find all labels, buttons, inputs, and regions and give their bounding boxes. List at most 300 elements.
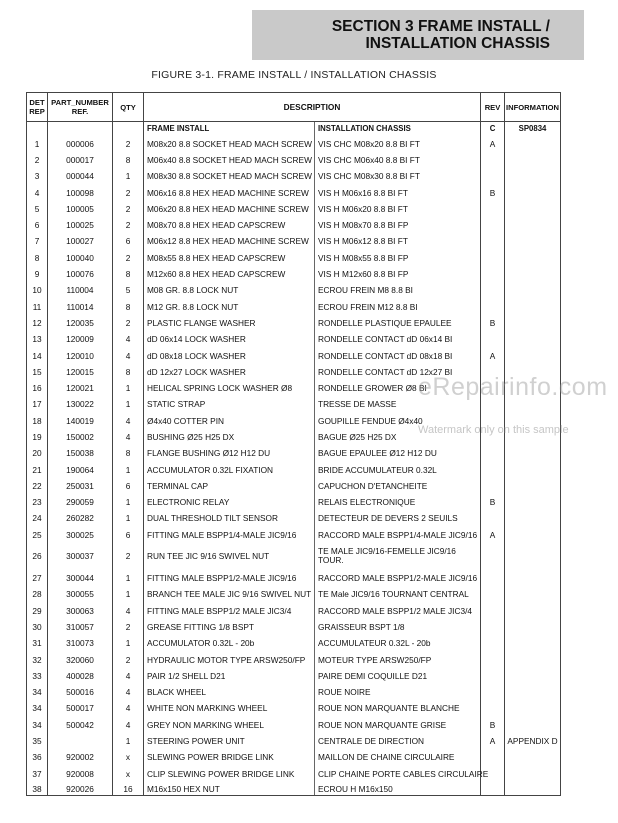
cell-desc-fr: VIS H M08x55 8.8 BI FP	[315, 250, 481, 266]
cell-rev: A	[481, 733, 505, 749]
header-rev: REV	[481, 93, 505, 122]
cell-det-rep: 30	[27, 619, 48, 635]
table-row	[27, 347, 561, 363]
cell-part-number: 300055	[48, 586, 113, 602]
cell-part-number: 150002	[48, 429, 113, 445]
cell-desc-en: WHITE NON MARKING WHEEL	[144, 700, 315, 716]
cell-desc-fr: MOTEUR TYPE ARSW250/FP	[315, 651, 481, 667]
cell-desc-fr: ECROU FREIN M8 8.8 BI	[315, 282, 481, 298]
cell-desc-en: TERMINAL CAP	[144, 478, 315, 494]
cell-part-number: 110014	[48, 298, 113, 314]
cell-qty: 1	[113, 494, 144, 510]
cell-desc-en: M08x70 8.8 HEX HEAD CAPSCREW	[144, 217, 315, 233]
cell-info	[505, 527, 561, 543]
table-row	[27, 570, 561, 586]
table-row	[27, 668, 561, 684]
cell-qty: x	[113, 765, 144, 781]
table-row	[27, 635, 561, 651]
cell-info	[505, 331, 561, 347]
cell-desc-en: M08x55 8.8 HEX HEAD CAPSCREW	[144, 250, 315, 266]
cell-desc-en: FITTING MALE BSPP1/2 MALE JIC3/4	[144, 603, 315, 619]
table-row	[27, 717, 561, 733]
cell-det-rep: 14	[27, 347, 48, 363]
table-row	[27, 733, 561, 749]
cell-det-rep: 32	[27, 651, 48, 667]
cell-part-number: 150038	[48, 445, 113, 461]
cell-info	[505, 478, 561, 494]
cell-desc-fr: VIS H M12x60 8.8 BI FP	[315, 266, 481, 282]
table-row	[27, 749, 561, 765]
cell-desc-fr: VIS H M08x70 8.8 BI FP	[315, 217, 481, 233]
cell-part-number: 100098	[48, 184, 113, 200]
cell-part-number: 120009	[48, 331, 113, 347]
cell-desc-en: HYDRAULIC MOTOR TYPE ARSW250/FP	[144, 651, 315, 667]
cell-rev	[481, 635, 505, 651]
cell-desc-en: FLANGE BUSHING Ø12 H12 DU	[144, 445, 315, 461]
cell-part-number: 000017	[48, 152, 113, 168]
cell-rev: B	[481, 717, 505, 733]
cell-info	[505, 461, 561, 477]
cell-part-number: 100025	[48, 217, 113, 233]
cell-det-rep: 6	[27, 217, 48, 233]
cell-info	[505, 603, 561, 619]
header-det-rep: DET REP	[27, 93, 48, 122]
cell-rev: A	[481, 347, 505, 363]
cell-rev	[481, 282, 505, 298]
cell-desc-fr: RACCORD MALE BSPP1/2 MALE JIC3/4	[315, 603, 481, 619]
cell-info	[505, 445, 561, 461]
subheader-rev: C	[481, 122, 505, 136]
cell-desc-fr: CAPUCHON D'ETANCHEITE	[315, 478, 481, 494]
cell-det-rep: 12	[27, 315, 48, 331]
table-row	[27, 461, 561, 477]
cell-det-rep: 19	[27, 429, 48, 445]
table-row	[27, 315, 561, 331]
cell-rev	[481, 510, 505, 526]
cell-desc-fr: VIS CHC M08x30 8.8 BI FT	[315, 168, 481, 184]
cell-desc-en: GREY NON MARKING WHEEL	[144, 717, 315, 733]
cell-desc-fr: RONDELLE CONTACT dD 08x18 BI	[315, 347, 481, 363]
cell-rev	[481, 250, 505, 266]
cell-part-number	[48, 733, 113, 749]
cell-info	[505, 635, 561, 651]
cell-desc-fr: RONDELLE CONTACT dD 12x27 BI	[315, 364, 481, 380]
cell-desc-fr: RACCORD MALE BSPP1/2-MALE JIC9/16	[315, 570, 481, 586]
cell-qty: 1	[113, 380, 144, 396]
cell-desc-en: dD 08x18 LOCK WASHER	[144, 347, 315, 363]
cell-rev	[481, 668, 505, 684]
cell-det-rep: 38	[27, 782, 48, 796]
table-row	[27, 266, 561, 282]
cell-desc-en: M06x20 8.8 HEX HEAD MACHINE SCREW	[144, 201, 315, 217]
subheader-desc-en: FRAME INSTALL	[144, 122, 315, 136]
table-row	[27, 298, 561, 314]
cell-part-number: 250031	[48, 478, 113, 494]
watermark-subtext: Watermark only on this sample	[418, 424, 569, 436]
cell-desc-fr: ROUE NOIRE	[315, 684, 481, 700]
cell-info	[505, 586, 561, 602]
table-row	[27, 184, 561, 200]
subheader-info: SP0834	[505, 122, 561, 136]
cell-qty: 2	[113, 543, 144, 570]
cell-det-rep: 35	[27, 733, 48, 749]
cell-det-rep: 36	[27, 749, 48, 765]
cell-desc-fr: RONDELLE CONTACT dD 06x14 BI	[315, 331, 481, 347]
cell-desc-fr: GRAISSEUR BSPT 1/8	[315, 619, 481, 635]
cell-info	[505, 233, 561, 249]
cell-qty: 4	[113, 413, 144, 429]
cell-part-number: 920008	[48, 765, 113, 781]
cell-desc-fr: ROUE NON MARQUANTE BLANCHE	[315, 700, 481, 716]
cell-rev	[481, 168, 505, 184]
cell-info	[505, 201, 561, 217]
cell-qty: x	[113, 749, 144, 765]
cell-desc-fr: CLIP CHAINE PORTE CABLES CIRCULAIRE	[315, 765, 481, 781]
cell-qty: 1	[113, 461, 144, 477]
cell-det-rep: 13	[27, 331, 48, 347]
cell-qty: 1	[113, 570, 144, 586]
cell-desc-fr: RONDELLE PLASTIQUE EPAULEE	[315, 315, 481, 331]
cell-qty: 6	[113, 233, 144, 249]
cell-desc-en: FITTING MALE BSPP1/4-MALE JIC9/16	[144, 527, 315, 543]
cell-qty: 2	[113, 217, 144, 233]
cell-desc-en: M08 GR. 8.8 LOCK NUT	[144, 282, 315, 298]
cell-info	[505, 168, 561, 184]
cell-desc-fr: VIS H M06x20 8.8 BI FT	[315, 201, 481, 217]
cell-desc-en: BRANCH TEE MALE JIC 9/16 SWIVEL NUT	[144, 586, 315, 602]
cell-desc-fr: VIS CHC M08x20 8.8 BI FT	[315, 136, 481, 152]
cell-det-rep: 34	[27, 700, 48, 716]
cell-det-rep: 26	[27, 543, 48, 570]
cell-info	[505, 510, 561, 526]
cell-qty: 6	[113, 527, 144, 543]
cell-part-number: 100040	[48, 250, 113, 266]
cell-det-rep: 18	[27, 413, 48, 429]
cell-desc-en: CLIP SLEWING POWER BRIDGE LINK	[144, 765, 315, 781]
table-row	[27, 651, 561, 667]
cell-det-rep: 1	[27, 136, 48, 152]
cell-info	[505, 782, 561, 796]
cell-desc-en: BLACK WHEEL	[144, 684, 315, 700]
cell-info	[505, 250, 561, 266]
cell-desc-en: M08x20 8.8 SOCKET HEAD MACH SCREW	[144, 136, 315, 152]
cell-part-number: 920002	[48, 749, 113, 765]
cell-det-rep: 11	[27, 298, 48, 314]
cell-rev: B	[481, 315, 505, 331]
cell-desc-fr: TE Male JIC9/16 TOURNANT CENTRAL	[315, 586, 481, 602]
cell-part-number: 300037	[48, 543, 113, 570]
table-row	[27, 136, 561, 152]
cell-desc-en: M06x12 8.8 HEX HEAD MACHINE SCREW	[144, 233, 315, 249]
cell-qty: 4	[113, 668, 144, 684]
cell-det-rep: 29	[27, 603, 48, 619]
cell-desc-en: STATIC STRAP	[144, 396, 315, 412]
cell-det-rep: 8	[27, 250, 48, 266]
table-row	[27, 586, 561, 602]
cell-desc-en: PAIR 1/2 SHELL D21	[144, 668, 315, 684]
cell-desc-en: M12 GR. 8.8 LOCK NUT	[144, 298, 315, 314]
table-row	[27, 765, 561, 781]
table-row	[27, 282, 561, 298]
cell-part-number: 920026	[48, 782, 113, 796]
table-row	[27, 494, 561, 510]
cell-det-rep: 5	[27, 201, 48, 217]
cell-rev	[481, 619, 505, 635]
cell-qty: 1	[113, 396, 144, 412]
cell-desc-en: Ø4x40 COTTER PIN	[144, 413, 315, 429]
table-row	[27, 445, 561, 461]
cell-desc-fr: TE MALE JIC9/16-FEMELLE JIC9/16 TOUR.	[315, 543, 481, 570]
cell-part-number: 120015	[48, 364, 113, 380]
cell-info	[505, 570, 561, 586]
cell-info	[505, 668, 561, 684]
cell-det-rep: 17	[27, 396, 48, 412]
cell-qty: 1	[113, 168, 144, 184]
cell-info	[505, 152, 561, 168]
cell-part-number: 290059	[48, 494, 113, 510]
cell-det-rep: 4	[27, 184, 48, 200]
cell-det-rep: 34	[27, 717, 48, 733]
cell-rev	[481, 570, 505, 586]
cell-qty: 2	[113, 250, 144, 266]
cell-info	[505, 700, 561, 716]
cell-desc-en: M06x16 8.8 HEX HEAD MACHINE SCREW	[144, 184, 315, 200]
cell-det-rep: 21	[27, 461, 48, 477]
table-row	[27, 478, 561, 494]
cell-rev	[481, 201, 505, 217]
cell-rev	[481, 478, 505, 494]
cell-desc-en: M06x40 8.8 SOCKET HEAD MACH SCREW	[144, 152, 315, 168]
cell-part-number: 000006	[48, 136, 113, 152]
cell-part-number: 310073	[48, 635, 113, 651]
table-row	[27, 603, 561, 619]
cell-rev	[481, 700, 505, 716]
cell-info	[505, 651, 561, 667]
cell-info: APPENDIX D	[505, 733, 561, 749]
cell-desc-en: BUSHING Ø25 H25 DX	[144, 429, 315, 445]
cell-desc-en: dD 12x27 LOCK WASHER	[144, 364, 315, 380]
cell-rev	[481, 782, 505, 796]
cell-qty: 2	[113, 619, 144, 635]
cell-desc-en: ACCUMULATOR 0.32L FIXATION	[144, 461, 315, 477]
cell-part-number: 300044	[48, 570, 113, 586]
cell-det-rep: 16	[27, 380, 48, 396]
cell-det-rep: 28	[27, 586, 48, 602]
cell-part-number: 100027	[48, 233, 113, 249]
cell-info	[505, 136, 561, 152]
cell-desc-fr: VIS CHC M06x40 8.8 BI FT	[315, 152, 481, 168]
cell-qty: 6	[113, 478, 144, 494]
cell-qty: 8	[113, 298, 144, 314]
cell-det-rep: 15	[27, 364, 48, 380]
figure-title: FIGURE 3-1. FRAME INSTALL / INSTALLATION CHASSIS	[151, 69, 437, 81]
cell-rev	[481, 603, 505, 619]
cell-part-number: 260282	[48, 510, 113, 526]
cell-rev	[481, 651, 505, 667]
cell-det-rep: 27	[27, 570, 48, 586]
cell-info	[505, 266, 561, 282]
cell-info	[505, 282, 561, 298]
table-row	[27, 527, 561, 543]
cell-desc-en: ELECTRONIC RELAY	[144, 494, 315, 510]
cell-rev: A	[481, 527, 505, 543]
cell-qty: 4	[113, 684, 144, 700]
section-banner	[252, 10, 584, 60]
cell-desc-fr: ACCUMULATEUR 0.32L - 20b	[315, 635, 481, 651]
table-row	[27, 700, 561, 716]
cell-det-rep: 2	[27, 152, 48, 168]
cell-part-number: 110004	[48, 282, 113, 298]
cell-part-number: 300025	[48, 527, 113, 543]
cell-desc-fr: RACCORD MALE BSPP1/4-MALE JIC9/16	[315, 527, 481, 543]
cell-info	[505, 347, 561, 363]
cell-qty: 8	[113, 445, 144, 461]
table-row	[27, 331, 561, 347]
cell-rev	[481, 461, 505, 477]
cell-rev	[481, 152, 505, 168]
cell-desc-fr: BRIDE ACCUMULATEUR 0.32L	[315, 461, 481, 477]
cell-rev: B	[481, 494, 505, 510]
table-row	[27, 250, 561, 266]
cell-desc-fr: CENTRALE DE DIRECTION	[315, 733, 481, 749]
cell-rev	[481, 298, 505, 314]
cell-det-rep: 20	[27, 445, 48, 461]
cell-rev	[481, 217, 505, 233]
cell-part-number: 120010	[48, 347, 113, 363]
cell-qty: 4	[113, 331, 144, 347]
table-row	[27, 619, 561, 635]
subheader-row	[27, 122, 561, 136]
cell-info	[505, 717, 561, 733]
watermark-text: eRepairinfo.com	[418, 373, 608, 401]
cell-det-rep: 37	[27, 765, 48, 781]
cell-desc-fr: VIS H M06x12 8.8 BI FT	[315, 233, 481, 249]
cell-part-number: 500017	[48, 700, 113, 716]
cell-desc-fr: VIS H M06x16 8.8 BI FT	[315, 184, 481, 200]
cell-part-number: 120021	[48, 380, 113, 396]
table-row	[27, 152, 561, 168]
cell-qty: 1	[113, 510, 144, 526]
cell-desc-fr: RONDELLE GROWER Ø8 BI	[315, 380, 481, 396]
section-title-line2: INSTALLATION CHASSIS	[365, 35, 550, 52]
cell-desc-en: FITTING MALE BSPP1/2-MALE JIC9/16	[144, 570, 315, 586]
cell-rev	[481, 684, 505, 700]
cell-desc-en: PLASTIC FLANGE WASHER	[144, 315, 315, 331]
cell-qty: 2	[113, 315, 144, 331]
cell-desc-fr: ECROU H M16x150	[315, 782, 481, 796]
cell-info	[505, 543, 561, 570]
cell-info	[505, 765, 561, 781]
cell-det-rep: 9	[27, 266, 48, 282]
cell-qty: 16	[113, 782, 144, 796]
cell-info	[505, 684, 561, 700]
cell-desc-fr: PAIRE DEMI COQUILLE D21	[315, 668, 481, 684]
table-row	[27, 233, 561, 249]
cell-desc-fr: BAGUE Ø25 H25 DX	[315, 429, 481, 445]
cell-info	[505, 298, 561, 314]
cell-rev	[481, 266, 505, 282]
cell-qty: 1	[113, 586, 144, 602]
cell-desc-en: RUN TEE JIC 9/16 SWIVEL NUT	[144, 543, 315, 570]
cell-qty: 1	[113, 635, 144, 651]
cell-desc-fr: GOUPILLE FENDUE Ø4x40	[315, 413, 481, 429]
cell-part-number: 000044	[48, 168, 113, 184]
cell-part-number: 400028	[48, 668, 113, 684]
cell-desc-fr: TRESSE DE MASSE	[315, 396, 481, 412]
subheader-desc-fr: INSTALLATION CHASSIS	[315, 122, 481, 136]
table-row	[27, 201, 561, 217]
cell-qty: 2	[113, 201, 144, 217]
cell-desc-en: HELICAL SPRING LOCK WASHER Ø8	[144, 380, 315, 396]
cell-rev: B	[481, 184, 505, 200]
table-row	[27, 168, 561, 184]
cell-desc-en: GREASE FITTING 1/8 BSPT	[144, 619, 315, 635]
cell-det-rep: 33	[27, 668, 48, 684]
cell-det-rep: 24	[27, 510, 48, 526]
cell-info	[505, 619, 561, 635]
cell-info	[505, 217, 561, 233]
table-row	[27, 782, 561, 796]
cell-info	[505, 315, 561, 331]
cell-part-number: 310057	[48, 619, 113, 635]
cell-desc-en: M12x60 8.8 HEX HEAD CAPSCREW	[144, 266, 315, 282]
cell-qty: 1	[113, 733, 144, 749]
cell-qty: 4	[113, 717, 144, 733]
cell-desc-en: M16x150 HEX NUT	[144, 782, 315, 796]
table-header-row	[27, 93, 561, 122]
cell-qty: 4	[113, 429, 144, 445]
cell-qty: 2	[113, 651, 144, 667]
cell-det-rep: 34	[27, 684, 48, 700]
cell-part-number: 190064	[48, 461, 113, 477]
cell-rev	[481, 233, 505, 249]
cell-qty: 2	[113, 136, 144, 152]
cell-desc-fr: MAILLON DE CHAINE CIRCULAIRE	[315, 749, 481, 765]
cell-desc-fr: RELAIS ELECTRONIQUE	[315, 494, 481, 510]
cell-qty: 8	[113, 266, 144, 282]
cell-desc-en: DUAL THRESHOLD TILT SENSOR	[144, 510, 315, 526]
cell-desc-en: dD 06x14 LOCK WASHER	[144, 331, 315, 347]
cell-det-rep: 10	[27, 282, 48, 298]
cell-qty: 4	[113, 700, 144, 716]
table-row	[27, 543, 561, 570]
cell-desc-fr: ROUE NON MARQUANTE GRISE	[315, 717, 481, 733]
cell-qty: 4	[113, 603, 144, 619]
cell-desc-en: SLEWING POWER BRIDGE LINK	[144, 749, 315, 765]
cell-qty: 8	[113, 364, 144, 380]
cell-desc-fr: BAGUE EPAULEE Ø12 H12 DU	[315, 445, 481, 461]
table-row	[27, 684, 561, 700]
cell-det-rep: 7	[27, 233, 48, 249]
cell-rev	[481, 543, 505, 570]
cell-desc-fr: ECROU FREIN M12 8.8 BI	[315, 298, 481, 314]
cell-desc-en: ACCUMULATOR 0.32L - 20b	[144, 635, 315, 651]
cell-det-rep: 23	[27, 494, 48, 510]
cell-det-rep: 22	[27, 478, 48, 494]
cell-det-rep: 25	[27, 527, 48, 543]
header-description: DESCRIPTION	[144, 93, 481, 122]
header-part-number: PART_NUMBER REF.	[48, 93, 113, 122]
cell-rev: A	[481, 136, 505, 152]
table-row	[27, 217, 561, 233]
parts-table	[26, 92, 561, 796]
cell-part-number: 130022	[48, 396, 113, 412]
cell-part-number: 320060	[48, 651, 113, 667]
cell-part-number: 500016	[48, 684, 113, 700]
cell-part-number: 140019	[48, 413, 113, 429]
header-information: INFORMATION	[505, 93, 561, 122]
cell-part-number: 120035	[48, 315, 113, 331]
